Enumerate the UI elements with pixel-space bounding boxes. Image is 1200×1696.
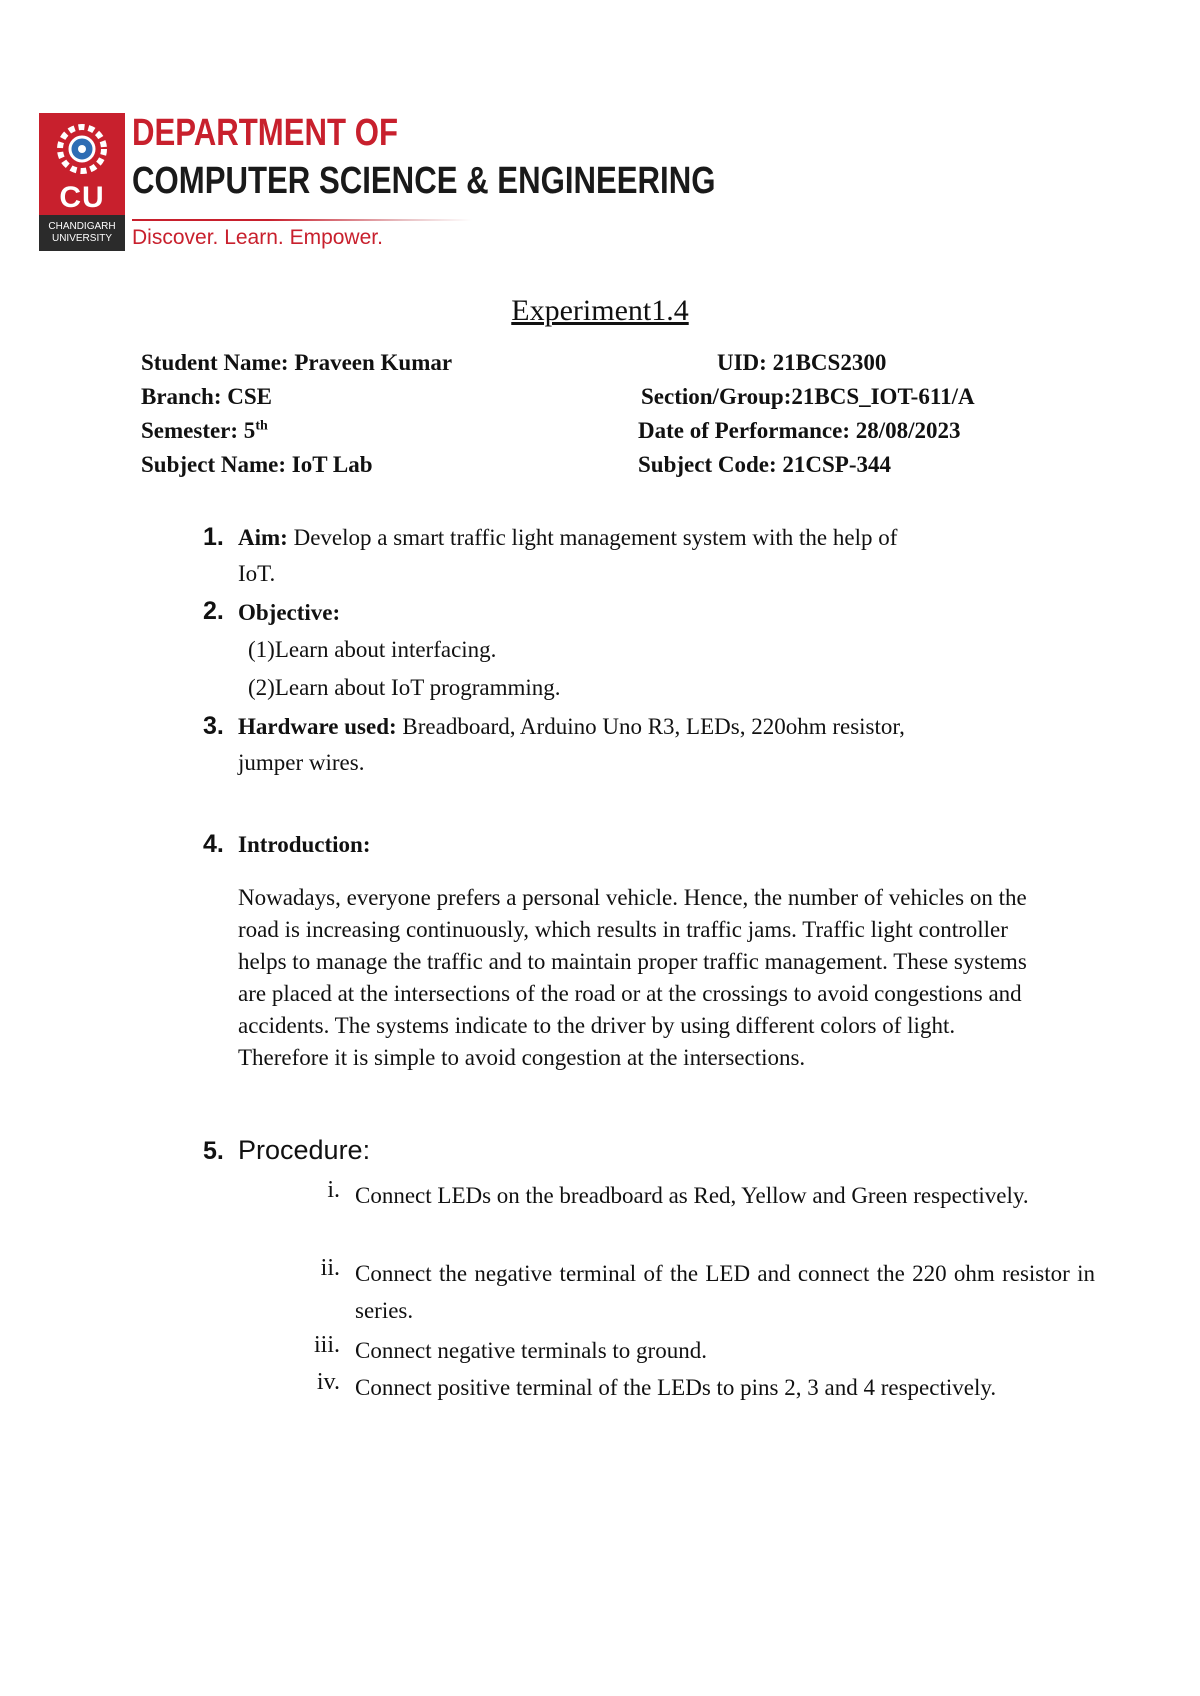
procedure-step: Connect the negative terminal of the LED and connect the 220 ohm resistor in series. [355,1261,1095,1323]
introduction-number: 4. [203,830,224,858]
objective-heading: Objective: [238,600,341,625]
introduction-text: Nowadays, everyone prefers a personal vehicle. Hence, the number of vehicles on the road is increasing continuously, which results in traffic jams. Traffic light controller helps to manage the traffic and to maintain proper traffic management. These systems are placed at the intersections of the road or at the crossings to avoid congestions and accidents. The systems indicate to the driver by using different colors of light. Therefore it is simple to avoid congestion at the intersections. [238,885,1027,1070]
aim-number: 1. [203,523,224,551]
objective-number: 2. [203,597,224,625]
procedure-number: 5. [203,1137,224,1165]
procedure-step: Connect LEDs on the breadboard as Red, Yellow and Green respectively. [355,1183,1029,1208]
step-number: iii. [313,1332,340,1358]
logo-abbrev: CU [59,181,105,214]
branch: Branch: CSE [141,384,272,409]
uid: UID: 21BCS2300 [717,350,887,375]
university-logo [39,113,125,251]
student-name: Student Name: Praveen Kumar [141,350,453,375]
logo-university-name: CHANDIGARH UNIVERSITY [39,215,125,251]
procedure-step: Connect positive terminal of the LEDs to pins 2, 3 and 4 respectively. [355,1375,997,1400]
department-line-1: DEPARTMENT OF [132,112,399,154]
section-group: Section/Group:21BCS_IOT-611/A [641,384,975,409]
step-number: i. [327,1177,340,1203]
introduction-heading: Introduction: [238,832,371,857]
step-number: ii. [320,1255,340,1281]
department-line-2: COMPUTER SCIENCE & ENGINEERING [132,160,716,202]
page-title: Experiment1.4 [511,294,689,327]
date-of-performance: Date of Performance: 28/08/2023 [638,418,961,443]
subject-code: Subject Code: 21CSP-344 [638,452,891,477]
hardware-number: 3. [203,712,224,740]
step-number: iv. [316,1369,340,1395]
aim-section: Aim: Develop a smart traffic light management system with the help of IoT. [238,525,898,586]
procedure-step: Connect negative terminals to ground. [355,1338,707,1363]
subject-name: Subject Name: IoT Lab [141,452,373,477]
procedure-heading: Procedure: [238,1135,371,1165]
header-divider [132,219,472,221]
objective-item: (2)Learn about IoT programming. [248,675,561,700]
gear-emblem-icon [52,119,112,179]
objective-item: (1)Learn about interfacing. [248,637,497,662]
hardware-section: Hardware used: Breadboard, Arduino Uno R3, LEDs, 220ohm resistor, jumper wires. [238,714,905,775]
semester: Semester: 5th [141,418,268,443]
tagline: Discover. Learn. Empower. [132,226,383,249]
